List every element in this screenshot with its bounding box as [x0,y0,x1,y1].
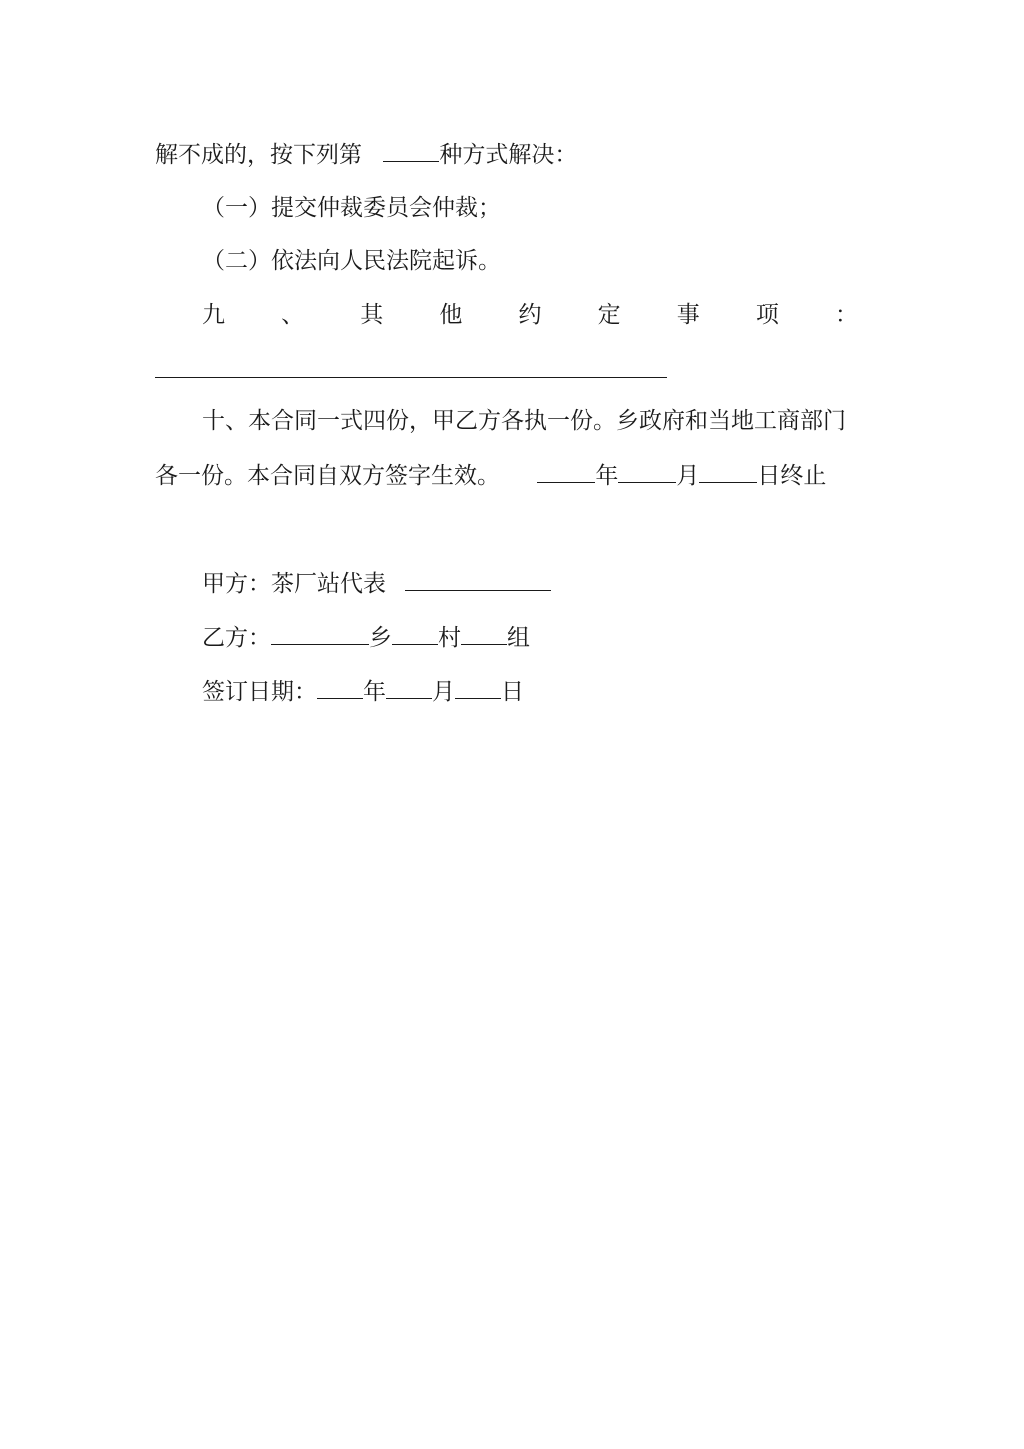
clause9-char: 约 [518,302,542,328]
sign-day-blank[interactable] [455,676,501,699]
end-year-blank[interactable] [537,460,595,483]
sign-day-label: 日 [501,679,524,705]
village-label: 村 [438,625,461,651]
option-court: （二）依法向人民法院起诉。 [202,248,501,274]
clause9-char: 项 [755,302,779,328]
end-day-label: 日终止 [757,463,827,489]
party-b-label: 乙方： [202,625,271,651]
clause9-char: ： [835,302,858,328]
other-terms-blank[interactable] [155,377,667,378]
clause9-char: 他 [439,302,463,328]
option-arbitration: （一）提交仲裁委员会仲裁； [202,195,501,221]
signing-date-label: 签订日期： [202,679,317,705]
party-a-representative-blank[interactable] [405,568,551,591]
group-label: 组 [507,625,530,651]
clause9-char: 、 [281,302,305,328]
sign-year-blank[interactable] [317,676,363,699]
end-day-blank[interactable] [699,460,757,483]
dispute-suffix: 种方式解决： [439,142,578,168]
dispute-prefix: 解不成的，按下列第 [155,142,362,168]
clause10-line2 [155,460,826,491]
dispute-line [155,139,577,170]
end-year-label: 年 [595,463,619,489]
sign-month-blank[interactable] [386,676,432,699]
party-b-township-blank[interactable] [271,622,369,645]
party-b-line [202,622,530,653]
township-label: 乡 [369,625,392,651]
clause10-line1: 十、本合同一式四份，甲乙方各执一份。乡政府和当地工商部门 [202,408,846,434]
clause10-effective-text: 各一份。本合同自双方签字生效。 [155,463,500,489]
clause9-char: 定 [597,302,621,328]
method-number-blank[interactable] [383,139,439,162]
clause9-char: 事 [676,302,700,328]
end-month-label: 月 [676,463,700,489]
sign-month-label: 月 [432,679,455,705]
clause9-heading [202,300,858,330]
sign-year-label: 年 [363,679,386,705]
clause9-char: 其 [360,302,384,328]
clause9-char: 九 [202,302,225,328]
party-b-group-blank[interactable] [461,622,507,645]
party-a-label: 甲方：茶厂站代表 [202,571,386,597]
signing-date-line [202,676,524,707]
end-month-blank[interactable] [618,460,676,483]
party-b-village-blank[interactable] [392,622,438,645]
party-a-line [202,568,551,599]
